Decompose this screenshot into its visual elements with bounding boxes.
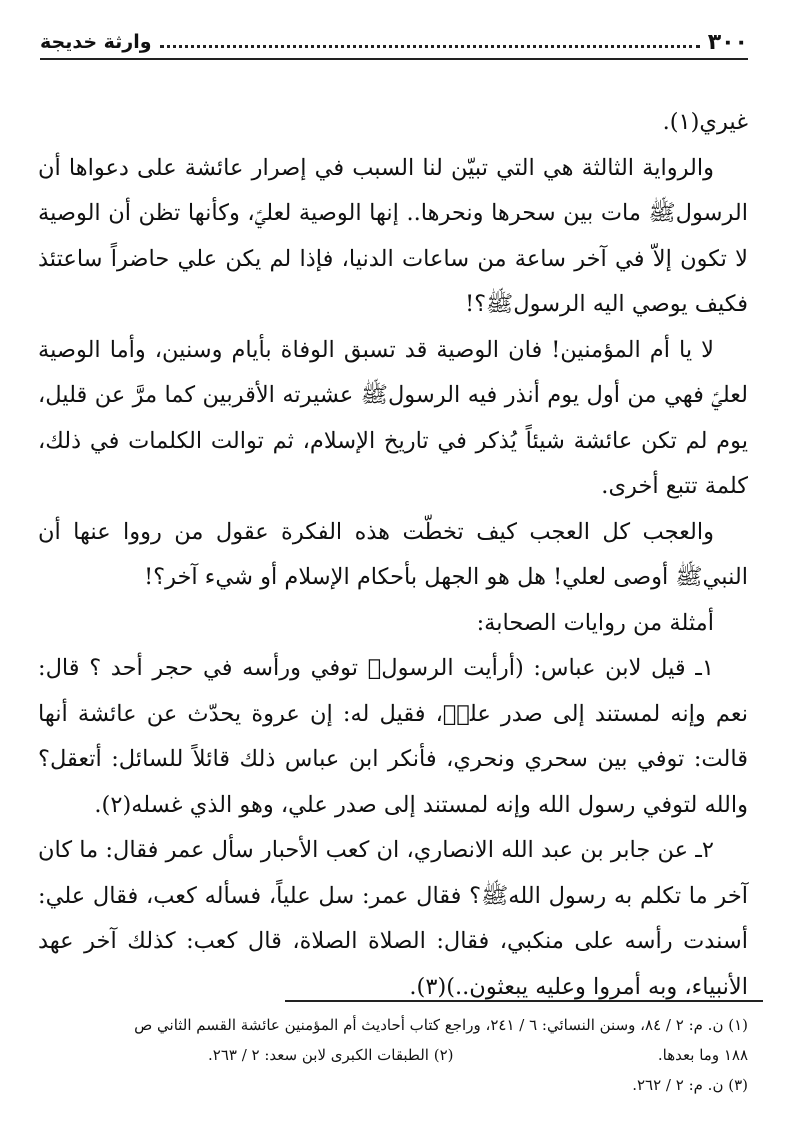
paragraph-2: والرواية الثالثة هي التي تبيّن لنا السبب في إصرار عائشة على دعواها أن الرسولﷺ مات بين سحرها ونحرها.. إنها الوصية لعليؑ، وكأنها تظن أن الوصية لا تكون إلاّ في آخر ساعة من ساعات الدنيا، فإذا لم يكن علي حاضراً ساعتئذ فكيف يوصي اليه الرسولﷺ؟! <box>38 154 748 317</box>
paragraph-3: لا يا أم المؤمنين! فان الوصية قد تسبق الوفاة بأيام وسنين، وأما الوصية لعليؑ فهي من أول يوم أنذر فيه الرسولﷺ عشيرته الأقربين كما مرَّ عن قليل، يوم لم تكن عائشة شيئاً يُذكر في تاريخ الإسلام، ثم توالت الكلمات في ذلك، كلمة تتبع أخرى. <box>38 336 748 499</box>
running-header <box>40 28 748 56</box>
paragraph-4: والعجب كل العجب كيف تخطّت هذه الفكرة عقول من رووا عنها أن النبيﷺ أوصى لعلي! هل هو الجهل بأحكام الإسلام أو شيء آخر؟! <box>38 518 748 590</box>
header-rule <box>40 58 748 60</box>
section-heading-examples: أمثلة من روايات الصحابة: <box>476 609 714 636</box>
running-title: وارثة خديجة <box>40 31 152 53</box>
main-text <box>38 100 748 1010</box>
footnote-1-line-2: ١٨٨ وما بعدها. <box>657 1046 748 1064</box>
footnote-rule <box>285 1000 763 1002</box>
paragraph-example-1: ١ـ قيل لابن عباس: (أرأيت الرسولﷺ توفي ورأسه في حجر أحد ؟ قال: نعم وإنه لمستند إلى صدر عليؑ، فقيل له: إن عروة يحدّث عن عائشة أنها قالت: توفي بين سحري ونحري، فأنكر ابن عباس ذلك قائلاً للسائل: أتعقل؟ والله لتوفي رسول الله وإنه لمستند إلى صدر علي، وهو الذي غسله(٢). <box>38 655 748 818</box>
page-number: ٣٠٠ <box>707 29 748 55</box>
footnote-1-line-1: (١) ن. م: ٢ / ٨٤، وسنن النسائي: ٦ / ٢٤١، وراجع كتاب أحاديث أم المؤمنين عائشة القسم الثاني ص <box>134 1016 748 1034</box>
dotted-leader <box>160 45 700 48</box>
footnote-2: (٢) الطبقات الكبرى لابن سعد: ٢ / ٢٦٣. <box>208 1046 454 1064</box>
footnote-3: (٣) ن. م: ٢ / ٢٦٢. <box>632 1076 748 1094</box>
paragraph-1: غيري(١). <box>662 109 748 135</box>
footnote-row-2 <box>38 1040 748 1070</box>
paragraph-example-2: ٢ـ عن جابر بن عبد الله الانصاري، ان كعب الأحبار سأل عمر فقال: ما كان آخر ما تكلم به رسول اللهﷺ؟ فقال عمر: سل علياً، فسأله كعب، فقال علي: أسندت رأسه على منكبي، فقال: الصلاة الصلاة، قال كعب: كذلك آخر عهد الأنبياء، وبه أمروا وعليه يبعثون..)(٣). <box>38 837 748 1000</box>
footnotes <box>38 1010 748 1100</box>
